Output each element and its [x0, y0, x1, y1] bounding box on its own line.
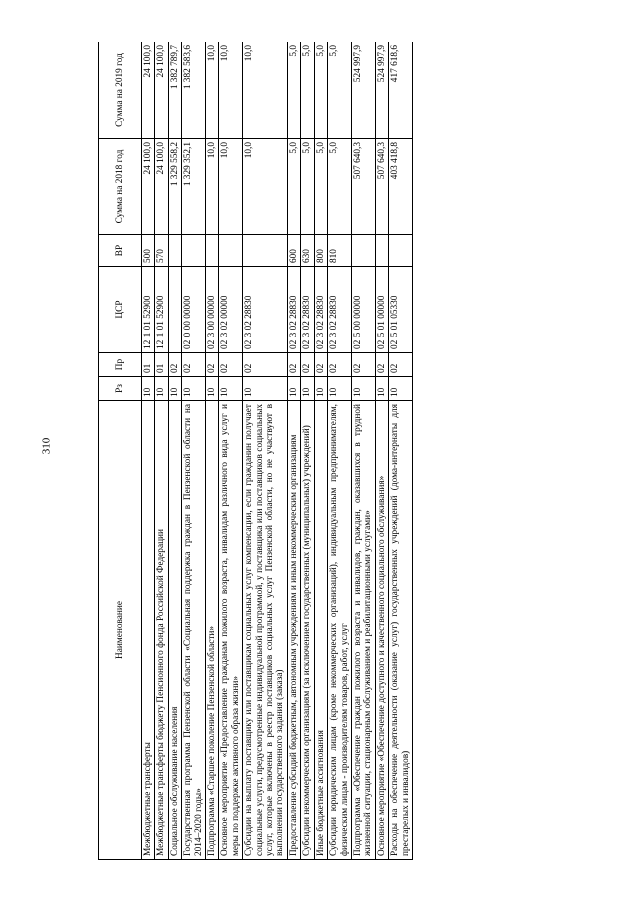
row-sum-2018: 5,0 — [328, 139, 352, 235]
row-name: Иные бюджетные ассигнования — [314, 401, 327, 860]
row-csr: 02 5 01 00000 — [375, 267, 388, 353]
row-sum-2018: 5,0 — [301, 139, 314, 235]
row-pr: 02 — [389, 353, 413, 377]
table-row — [219, 42, 243, 860]
row-rz: 10 — [168, 377, 181, 401]
row-csr: 02 3 02 28830 — [287, 267, 300, 353]
table-row — [142, 42, 155, 860]
row-vr — [375, 235, 388, 267]
row-vr — [206, 235, 219, 267]
budget-table — [98, 42, 413, 860]
row-pr: 02 — [182, 353, 206, 377]
row-csr: 02 3 02 28830 — [301, 267, 314, 353]
table-header-row — [99, 42, 142, 860]
row-vr — [219, 235, 243, 267]
row-sum-2018: 24 100,0 — [155, 139, 168, 235]
row-name: Межбюджетные трансферты бюджету Пенсионного фонда Российской Федерации — [155, 401, 168, 860]
row-sum-2019: 10,0 — [206, 42, 219, 139]
row-csr: 12 1 01 52900 — [142, 267, 155, 353]
table-row — [301, 42, 314, 860]
table-row — [287, 42, 300, 860]
row-vr — [243, 235, 288, 267]
row-sum-2019: 524 997,9 — [351, 42, 375, 139]
row-csr: 02 3 02 28830 — [314, 267, 327, 353]
header-name: Наименование — [99, 401, 142, 860]
row-pr: 02 — [351, 353, 375, 377]
row-pr: 02 — [243, 353, 288, 377]
row-csr: 02 3 02 00000 — [219, 267, 243, 353]
row-name: Субсидии юридическим лицам (кроме некоммерческих организаций), индивидуальным предпринимателям, физическим лицам - производителям товаров, работ, услуг — [328, 401, 352, 860]
row-sum-2019: 24 100,0 — [142, 42, 155, 139]
row-sum-2019: 1 382 583,6 — [182, 42, 206, 139]
row-rz: 10 — [243, 377, 288, 401]
row-csr: 02 0 00 00000 — [182, 267, 206, 353]
table-row — [389, 42, 413, 860]
header-vr: ВР — [99, 235, 142, 267]
row-pr: 02 — [206, 353, 219, 377]
row-rz: 10 — [142, 377, 155, 401]
row-csr: 02 5 00 00000 — [351, 267, 375, 353]
row-rz: 10 — [301, 377, 314, 401]
row-pr: 02 — [328, 353, 352, 377]
row-pr: 02 — [314, 353, 327, 377]
table-frame — [98, 42, 543, 860]
row-name: Субсидии на выплату поставщику или поставщикам социальных услуг компенсации, если гражданин получает социальные услуги, предусмотренные индивидуальной программой, у поставщика или поставщиков социальных услуг, которые включены в реестр поставщиков социальных услуг Пензенской области, но не участвуют в выполнении государственного задания (заказа) — [243, 401, 288, 860]
row-sum-2018: 403 418,8 — [389, 139, 413, 235]
row-sum-2018: 507 640,3 — [375, 139, 388, 235]
row-rz: 10 — [389, 377, 413, 401]
row-rz: 10 — [314, 377, 327, 401]
row-name: Государственная программа Пензенской области «Социальная поддержка граждан в Пензенской области на 2014–2020 годы» — [182, 401, 206, 860]
table-row — [182, 42, 206, 860]
table-row — [168, 42, 181, 860]
row-pr: 02 — [301, 353, 314, 377]
table-row — [243, 42, 288, 860]
row-vr: 600 — [287, 235, 300, 267]
row-rz: 10 — [155, 377, 168, 401]
row-sum-2019: 10,0 — [219, 42, 243, 139]
row-name: Межбюджетные трансферты — [142, 401, 155, 860]
rotated-table-container — [98, 42, 543, 860]
row-vr — [182, 235, 206, 267]
table-row — [314, 42, 327, 860]
row-sum-2019: 1 382 789,7 — [168, 42, 181, 139]
table-row — [375, 42, 388, 860]
row-csr: 02 5 01 05330 — [389, 267, 413, 353]
row-sum-2018: 5,0 — [287, 139, 300, 235]
row-name: Субсидии некоммерческим организациям (за исключением государственных (муниципальных) учреждений) — [301, 401, 314, 860]
row-name: Социальное обслуживание населения — [168, 401, 181, 860]
header-sum-2019: Сумма на 2019 год — [99, 42, 142, 139]
row-sum-2018: 5,0 — [314, 139, 327, 235]
row-name: Подпрограмма «Старшее поколение Пензенской области» — [206, 401, 219, 860]
row-vr: 570 — [155, 235, 168, 267]
row-vr — [351, 235, 375, 267]
row-sum-2019: 5,0 — [301, 42, 314, 139]
row-rz: 10 — [375, 377, 388, 401]
row-rz: 10 — [206, 377, 219, 401]
row-rz: 10 — [287, 377, 300, 401]
row-name: Предоставление субсидий бюджетным, автономным учреждениям и иным некоммерческим организациям — [287, 401, 300, 860]
row-vr: 800 — [314, 235, 327, 267]
row-sum-2018: 507 640,3 — [351, 139, 375, 235]
row-name: Основное мероприятие «Обеспечение доступного и качественного социального обслуживания» — [375, 401, 388, 860]
row-vr: 810 — [328, 235, 352, 267]
row-pr: 02 — [287, 353, 300, 377]
table-row — [328, 42, 352, 860]
row-sum-2019: 24 100,0 — [155, 42, 168, 139]
row-rz: 10 — [328, 377, 352, 401]
row-rz: 10 — [351, 377, 375, 401]
row-sum-2019: 5,0 — [328, 42, 352, 139]
row-pr: 02 — [219, 353, 243, 377]
table-row — [155, 42, 168, 860]
header-sum-2018: Сумма на 2018 год — [99, 139, 142, 235]
row-pr: 01 — [155, 353, 168, 377]
row-rz: 10 — [219, 377, 243, 401]
row-vr: 630 — [301, 235, 314, 267]
row-rz: 10 — [182, 377, 206, 401]
row-pr: 02 — [168, 353, 181, 377]
row-sum-2018: 10,0 — [219, 139, 243, 235]
row-name: Расходы на обеспечение деятельности (оказание услуг) государственных учреждений (дома-интернаты для престарелых и инвалидов) — [389, 401, 413, 860]
table-row — [351, 42, 375, 860]
row-csr — [168, 267, 181, 353]
row-sum-2019: 417 618,6 — [389, 42, 413, 139]
row-csr: 02 3 02 28830 — [328, 267, 352, 353]
row-sum-2019: 5,0 — [314, 42, 327, 139]
table-row — [206, 42, 219, 860]
row-vr: 500 — [142, 235, 155, 267]
row-sum-2018: 24 100,0 — [142, 139, 155, 235]
row-sum-2018: 10,0 — [206, 139, 219, 235]
row-sum-2019: 5,0 — [287, 42, 300, 139]
row-pr: 01 — [142, 353, 155, 377]
row-sum-2019: 10,0 — [243, 42, 288, 139]
header-csr: ЦСР — [99, 267, 142, 353]
row-vr — [168, 235, 181, 267]
row-csr: 12 1 01 52900 — [155, 267, 168, 353]
row-name: Подпрограмма «Обеспечение граждан пожилого возраста и инвалидов, граждан, оказавшихся в трудной жизненной ситуации, стационарным обслуживанием и реабилитационными услугами» — [351, 401, 375, 860]
row-sum-2018: 1 329 352,1 — [182, 139, 206, 235]
row-sum-2018: 1 329 558,2 — [168, 139, 181, 235]
row-sum-2018: 10,0 — [243, 139, 288, 235]
row-csr: 02 3 00 00000 — [206, 267, 219, 353]
row-name: Основное мероприятие «Предоставление гражданам пожилого возраста, инвалидам различного вида услуг и меры по поддержке активного образа жизни» — [219, 401, 243, 860]
row-vr — [389, 235, 413, 267]
header-rz: Рз — [99, 377, 142, 401]
row-pr: 02 — [375, 353, 388, 377]
row-csr: 02 3 02 28830 — [243, 267, 288, 353]
header-pr: Пр — [99, 353, 142, 377]
page-number: 310 — [40, 437, 53, 455]
row-sum-2019: 524 997,9 — [375, 42, 388, 139]
